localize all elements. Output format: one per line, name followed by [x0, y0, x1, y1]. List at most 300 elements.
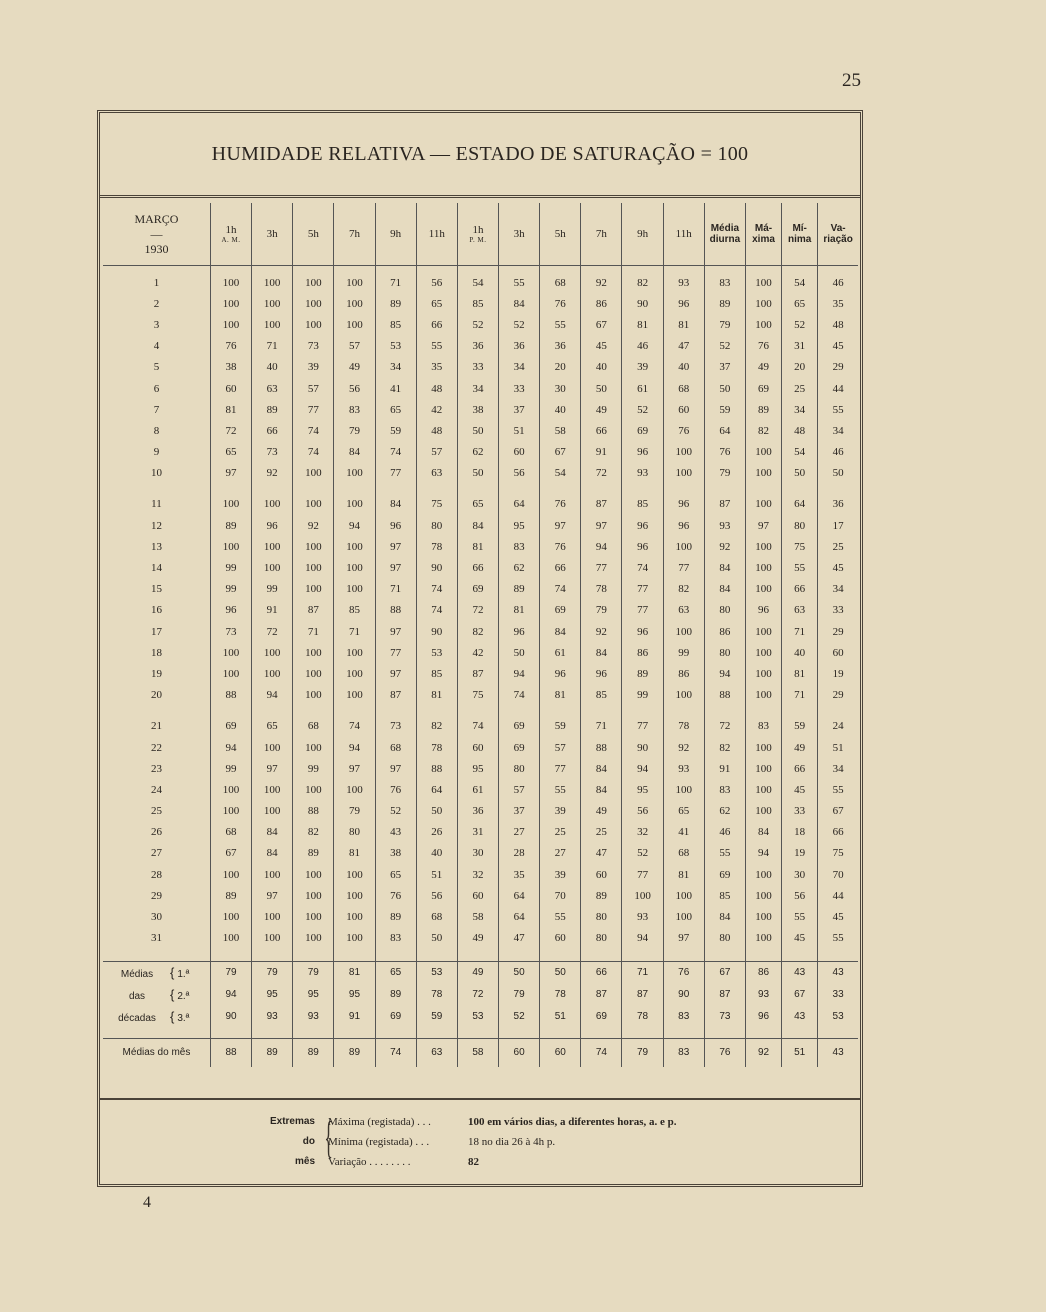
decade-mean-cell: 72	[457, 984, 498, 1006]
decade-mean-cell: 53	[457, 1006, 498, 1028]
value-cell: 40	[540, 399, 581, 420]
value-cell: 100	[293, 737, 334, 758]
value-cell: 96	[663, 515, 704, 536]
value-cell: 80	[704, 642, 745, 663]
value-cell: 100	[745, 557, 781, 578]
value-cell: 69	[622, 420, 663, 441]
value-cell: 85	[622, 494, 663, 515]
value-cell: 100	[334, 685, 375, 706]
value-cell: 68	[663, 843, 704, 864]
value-cell: 69	[540, 600, 581, 621]
value-cell: 97	[375, 621, 416, 642]
value-cell: 97	[252, 885, 293, 906]
value-cell: 94	[334, 515, 375, 536]
value-cell: 100	[210, 314, 251, 335]
value-cell: 52	[622, 399, 663, 420]
value-cell: 100	[252, 864, 293, 885]
day-cell: 17	[150, 625, 162, 638]
value-cell: 77	[293, 399, 334, 420]
value-cell: 81	[457, 536, 498, 557]
value-cell: 80	[416, 515, 457, 536]
value-cell: 100	[293, 314, 334, 335]
value-cell: 80	[782, 515, 818, 536]
value-cell: 89	[622, 663, 663, 684]
value-cell: 100	[293, 928, 334, 949]
day-cell: 1	[153, 276, 160, 289]
table-row	[103, 420, 858, 441]
value-cell: 100	[663, 442, 704, 463]
month-mean-cell: 60	[540, 1038, 581, 1067]
hour-header	[581, 203, 622, 266]
value-cell: 29	[818, 685, 858, 706]
decade-mean-cell: 81	[334, 961, 375, 984]
value-cell: 100	[210, 801, 251, 822]
blank-cell	[704, 1028, 745, 1039]
month-mean-cell: 79	[622, 1038, 663, 1067]
value-cell: 32	[622, 822, 663, 843]
value-cell: 66	[818, 822, 858, 843]
value-cell: 52	[457, 314, 498, 335]
value-cell: 69	[745, 378, 781, 399]
minima-value: 18 no dia 26 à 4h p.	[468, 1136, 556, 1148]
value-cell: 90	[416, 621, 457, 642]
value-cell: 84	[252, 822, 293, 843]
value-cell: 71	[782, 685, 818, 706]
value-cell: 74	[540, 579, 581, 600]
value-cell: 83	[704, 272, 745, 293]
day-cell: 27	[150, 847, 162, 860]
day-cell: 19	[150, 667, 162, 680]
month-mean-cell: 58	[457, 1038, 498, 1067]
value-cell: 100	[745, 642, 781, 663]
hour-label: 5h	[554, 228, 566, 240]
brace-glyph: {	[324, 1113, 333, 1162]
value-cell: 80	[499, 758, 540, 779]
decade-mean-cell: 52	[499, 1006, 540, 1028]
value-cell: 49	[745, 357, 781, 378]
value-cell: 38	[457, 399, 498, 420]
value-cell: 55	[540, 314, 581, 335]
blank-cell	[818, 949, 858, 962]
value-cell: 85	[416, 663, 457, 684]
value-cell: 50	[704, 378, 745, 399]
blank-cell	[704, 484, 745, 494]
hour-label: 3h	[513, 228, 525, 240]
value-cell: 100	[252, 293, 293, 314]
blank-cell	[581, 706, 622, 716]
value-cell: 17	[818, 515, 858, 536]
value-cell: 31	[457, 822, 498, 843]
pm-label: P. M.	[469, 236, 487, 244]
value-cell: 87	[457, 663, 498, 684]
am-label: A. M.	[221, 236, 241, 244]
value-cell: 76	[663, 420, 704, 441]
value-cell: 50	[416, 801, 457, 822]
value-cell: 46	[818, 272, 858, 293]
extremes-label-3: mês	[294, 1156, 315, 1167]
value-cell: 100	[252, 737, 293, 758]
value-cell: 89	[375, 906, 416, 927]
value-cell: 60	[540, 928, 581, 949]
value-cell: 64	[704, 420, 745, 441]
value-cell: 83	[704, 779, 745, 800]
value-cell: 59	[704, 399, 745, 420]
value-cell: 71	[581, 716, 622, 737]
decade-label-text: Médias	[120, 969, 154, 981]
value-cell: 100	[334, 536, 375, 557]
decade-mean-cell: 89	[375, 984, 416, 1006]
value-cell: 69	[210, 716, 251, 737]
hour-header	[334, 203, 375, 266]
value-cell: 75	[818, 843, 858, 864]
decade-mean-cell: 51	[540, 1006, 581, 1028]
value-cell: 25	[782, 378, 818, 399]
value-cell: 88	[704, 685, 745, 706]
value-cell: 100	[334, 642, 375, 663]
value-cell: 56	[416, 885, 457, 906]
value-cell: 34	[818, 579, 858, 600]
value-cell: 43	[375, 822, 416, 843]
value-cell: 100	[252, 642, 293, 663]
value-cell: 65	[457, 494, 498, 515]
decade-mean-cell: 43	[818, 961, 858, 984]
value-cell: 77	[622, 716, 663, 737]
day-cell: 9	[153, 446, 160, 459]
value-cell: 45	[818, 336, 858, 357]
value-cell: 55	[782, 906, 818, 927]
value-cell: 67	[210, 843, 251, 864]
value-cell: 55	[416, 336, 457, 357]
value-cell: 80	[704, 928, 745, 949]
value-cell: 77	[622, 579, 663, 600]
value-cell: 86	[622, 642, 663, 663]
value-cell: 100	[293, 685, 334, 706]
value-cell: 82	[416, 716, 457, 737]
month-header	[103, 203, 210, 266]
value-cell: 100	[252, 928, 293, 949]
value-cell: 45	[818, 557, 858, 578]
value-cell: 96	[622, 515, 663, 536]
value-cell: 100	[334, 293, 375, 314]
value-cell: 33	[457, 357, 498, 378]
decade-label	[103, 961, 210, 984]
decade-mean-cell: 78	[416, 984, 457, 1006]
value-cell: 96	[745, 600, 781, 621]
value-cell: 64	[499, 885, 540, 906]
blank-cell	[622, 706, 663, 716]
value-cell: 41	[375, 378, 416, 399]
decade-mean-cell: 79	[293, 961, 334, 984]
value-cell: 89	[581, 885, 622, 906]
value-cell: 74	[293, 420, 334, 441]
value-cell: 46	[704, 822, 745, 843]
value-cell: 81	[782, 663, 818, 684]
value-cell: 81	[499, 600, 540, 621]
value-cell: 50	[416, 928, 457, 949]
value-cell: 100	[293, 642, 334, 663]
value-cell: 34	[782, 399, 818, 420]
table-row	[103, 515, 858, 536]
value-cell: 25	[581, 822, 622, 843]
value-cell: 89	[745, 399, 781, 420]
value-cell: 55	[818, 928, 858, 949]
value-cell: 66	[782, 758, 818, 779]
value-cell: 74	[416, 579, 457, 600]
value-cell: 100	[334, 864, 375, 885]
hour-header	[663, 203, 704, 266]
table-row	[103, 758, 858, 779]
value-cell: 84	[581, 758, 622, 779]
value-cell: 99	[252, 579, 293, 600]
blank-cell	[252, 949, 293, 962]
blank-cell	[540, 1028, 581, 1039]
value-cell: 89	[210, 515, 251, 536]
value-cell: 25	[540, 822, 581, 843]
value-cell: 86	[581, 293, 622, 314]
value-cell: 40	[581, 357, 622, 378]
value-cell: 82	[704, 737, 745, 758]
blank-cell	[375, 706, 416, 716]
table-row	[103, 716, 858, 737]
value-cell: 46	[818, 442, 858, 463]
blank-cell	[103, 1028, 210, 1039]
value-cell: 100	[252, 906, 293, 927]
value-cell: 100	[210, 272, 251, 293]
table-row	[103, 314, 858, 335]
value-cell: 76	[745, 336, 781, 357]
value-cell: 42	[457, 642, 498, 663]
value-cell: 50	[499, 642, 540, 663]
value-cell: 78	[663, 716, 704, 737]
value-cell: 82	[293, 822, 334, 843]
blank-cell	[663, 949, 704, 962]
value-cell: 28	[499, 843, 540, 864]
value-cell: 37	[499, 399, 540, 420]
value-cell: 39	[622, 357, 663, 378]
value-cell: 55	[704, 843, 745, 864]
month-mean-cell: 63	[416, 1038, 457, 1067]
value-cell: 100	[210, 663, 251, 684]
value-cell: 100	[745, 801, 781, 822]
value-cell: 36	[818, 494, 858, 515]
value-cell: 99	[663, 642, 704, 663]
value-cell: 50	[457, 420, 498, 441]
decade-mean-cell: 43	[782, 961, 818, 984]
value-cell: 49	[581, 801, 622, 822]
table-frame	[97, 110, 863, 1187]
value-cell: 100	[210, 536, 251, 557]
value-cell: 77	[375, 642, 416, 663]
value-cell: 60	[581, 864, 622, 885]
value-cell: 84	[581, 779, 622, 800]
value-cell: 94	[745, 843, 781, 864]
table-row	[103, 864, 858, 885]
value-cell: 49	[457, 928, 498, 949]
value-cell: 86	[663, 663, 704, 684]
value-cell: 100	[663, 885, 704, 906]
value-cell: 76	[375, 885, 416, 906]
value-cell: 93	[663, 758, 704, 779]
value-cell: 84	[334, 442, 375, 463]
value-cell: 96	[622, 536, 663, 557]
blank-cell	[818, 706, 858, 716]
value-cell: 100	[210, 928, 251, 949]
value-cell: 100	[210, 906, 251, 927]
value-cell: 88	[210, 685, 251, 706]
title-divider	[100, 195, 860, 198]
value-cell: 76	[540, 536, 581, 557]
value-cell: 40	[782, 642, 818, 663]
blank-cell	[782, 484, 818, 494]
day-cell: 12	[150, 519, 162, 532]
value-cell: 100	[252, 663, 293, 684]
value-cell: 73	[252, 442, 293, 463]
month-label: MARÇO	[134, 211, 179, 226]
value-cell: 48	[818, 314, 858, 335]
value-cell: 97	[375, 663, 416, 684]
value-cell: 99	[293, 758, 334, 779]
value-cell: 100	[293, 536, 334, 557]
blank-cell	[457, 1028, 498, 1039]
blank-cell	[745, 706, 781, 716]
value-cell: 100	[745, 906, 781, 927]
blank-cell	[782, 1028, 818, 1039]
value-cell: 29	[818, 357, 858, 378]
value-cell: 54	[540, 463, 581, 484]
value-cell: 97	[375, 536, 416, 557]
value-cell: 97	[334, 758, 375, 779]
page-number-top: 25	[842, 70, 861, 91]
separator-row	[103, 949, 858, 962]
table-row	[103, 272, 858, 293]
value-cell: 44	[818, 378, 858, 399]
blank-cell	[293, 706, 334, 716]
value-cell: 90	[622, 293, 663, 314]
blank-cell	[782, 706, 818, 716]
value-cell: 80	[581, 906, 622, 927]
month-mean-cell: 89	[252, 1038, 293, 1067]
month-mean-cell: 88	[210, 1038, 251, 1067]
value-cell: 61	[457, 779, 498, 800]
hour-label: 5h	[307, 228, 319, 240]
value-cell: 96	[622, 442, 663, 463]
value-cell: 60	[818, 642, 858, 663]
value-cell: 55	[540, 779, 581, 800]
decade-label	[103, 984, 210, 1006]
value-cell: 100	[745, 685, 781, 706]
value-cell: 67	[818, 801, 858, 822]
value-cell: 32	[457, 864, 498, 885]
decade-mean-cell: 79	[210, 961, 251, 984]
value-cell: 36	[499, 336, 540, 357]
decade-mean-cell: 96	[745, 1006, 781, 1028]
minima-header: Mí-nima	[782, 203, 818, 266]
value-cell: 96	[499, 621, 540, 642]
value-cell: 75	[782, 536, 818, 557]
table-row	[103, 293, 858, 314]
value-cell: 51	[499, 420, 540, 441]
decade-mean-cell: 86	[745, 961, 781, 984]
value-cell: 19	[782, 843, 818, 864]
value-cell: 83	[745, 716, 781, 737]
media-header: Média diurna	[704, 203, 745, 266]
blank-cell	[334, 949, 375, 962]
value-cell: 100	[252, 557, 293, 578]
value-cell: 85	[375, 314, 416, 335]
value-cell: 55	[782, 557, 818, 578]
hour-header	[252, 203, 293, 266]
value-cell: 52	[375, 801, 416, 822]
value-cell: 100	[663, 621, 704, 642]
blank-cell	[581, 484, 622, 494]
month-mean-cell: 51	[782, 1038, 818, 1067]
value-cell: 27	[499, 822, 540, 843]
day-cell: 6	[153, 382, 160, 395]
day-cell: 15	[150, 583, 162, 596]
decade-mean-cell: 69	[375, 1006, 416, 1028]
value-cell: 77	[581, 557, 622, 578]
value-cell: 57	[334, 336, 375, 357]
value-cell: 100	[745, 621, 781, 642]
value-cell: 97	[375, 758, 416, 779]
value-cell: 54	[782, 442, 818, 463]
hour-header	[622, 203, 663, 266]
value-cell: 74	[375, 442, 416, 463]
value-cell: 89	[210, 885, 251, 906]
value-cell: 82	[663, 579, 704, 600]
decade-mean-cell: 87	[622, 984, 663, 1006]
value-cell: 57	[416, 442, 457, 463]
value-cell: 46	[622, 336, 663, 357]
value-cell: 97	[252, 758, 293, 779]
value-cell: 18	[782, 822, 818, 843]
day-cell: 3	[153, 318, 160, 331]
decade-mean-cell: 93	[745, 984, 781, 1006]
value-cell: 100	[334, 663, 375, 684]
value-cell: 85	[457, 293, 498, 314]
value-cell: 100	[293, 557, 334, 578]
value-cell: 40	[416, 843, 457, 864]
value-cell: 100	[663, 906, 704, 927]
table-row	[103, 463, 858, 484]
table-row	[103, 557, 858, 578]
value-cell: 96	[663, 293, 704, 314]
blank-cell	[581, 1028, 622, 1039]
decade-mean-cell: 90	[210, 1006, 251, 1028]
value-cell: 99	[210, 758, 251, 779]
value-cell: 58	[540, 420, 581, 441]
decade-label-text: décadas	[118, 1013, 156, 1025]
decade-mean-cell: 67	[782, 984, 818, 1006]
value-cell: 69	[499, 716, 540, 737]
value-cell: 94	[581, 536, 622, 557]
value-cell: 55	[499, 272, 540, 293]
value-cell: 100	[293, 885, 334, 906]
value-cell: 53	[375, 336, 416, 357]
value-cell: 80	[704, 600, 745, 621]
value-cell: 100	[293, 779, 334, 800]
blank-cell	[457, 484, 498, 494]
value-cell: 64	[782, 494, 818, 515]
value-cell: 73	[375, 716, 416, 737]
table-row	[103, 494, 858, 515]
blank-cell	[293, 484, 334, 494]
value-cell: 87	[293, 600, 334, 621]
value-cell: 83	[334, 399, 375, 420]
value-cell: 99	[210, 557, 251, 578]
blank-cell	[375, 484, 416, 494]
day-cell: 8	[153, 424, 160, 437]
